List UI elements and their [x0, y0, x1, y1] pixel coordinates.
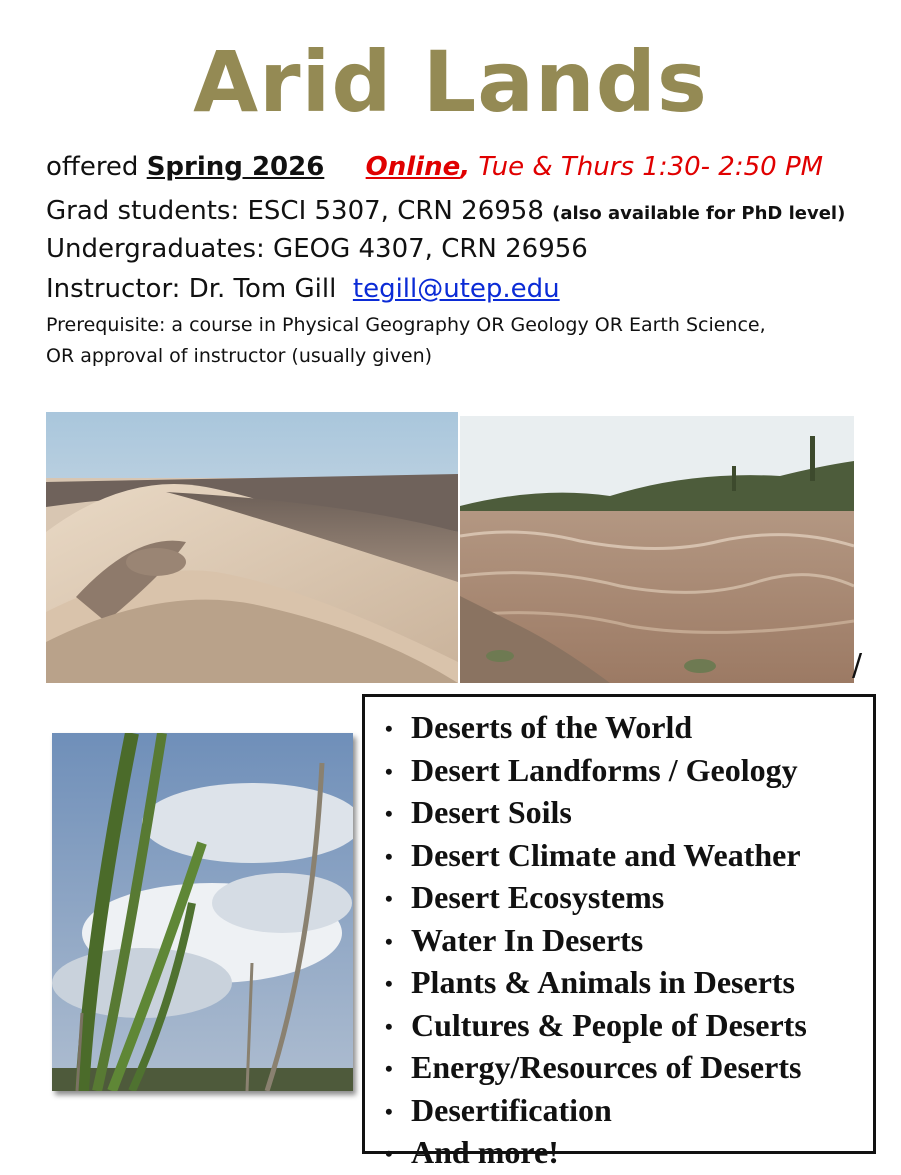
- list-item: • Desertification: [385, 1090, 873, 1133]
- bullet-icon: •: [385, 886, 393, 911]
- semester-label: Spring 2026: [146, 152, 325, 182]
- online-comma: ,: [460, 152, 471, 182]
- offered-label: offered: [46, 152, 147, 182]
- prerequisite-line-2: OR approval of instructor (usually given): [46, 345, 433, 367]
- grad-line: [46, 196, 845, 226]
- list-item: • Desert Climate and Weather: [385, 835, 873, 878]
- grad-note: (also available for PhD level): [552, 203, 846, 224]
- flash-flood-photo: [460, 416, 854, 683]
- course-topics-box: [362, 694, 876, 1170]
- bullet-icon: •: [385, 716, 393, 741]
- bullet-icon: •: [385, 1098, 393, 1124]
- list-item: • Deserts of the World: [385, 707, 873, 750]
- list-item: • Plants & Animals in Deserts: [385, 962, 873, 1005]
- schedule-label: Tue & Thurs 1:30- 2:50 PM: [470, 152, 824, 182]
- bullet-icon: •: [385, 801, 393, 826]
- grad-text: Grad students: ESCI 5307, CRN 26958: [46, 196, 544, 226]
- bullet-icon: •: [385, 843, 393, 869]
- instructor-line: [46, 274, 560, 304]
- instructor-text: Instructor: Dr. Tom Gill: [46, 274, 337, 304]
- online-label: Online: [365, 152, 461, 182]
- list-item: • Energy/Resources of Deserts: [385, 1047, 873, 1090]
- topics-list: [385, 707, 873, 1175]
- bullet-icon: •: [385, 758, 393, 784]
- prerequisite-line-1: Prerequisite: a course in Physical Geography OR Geology OR Earth Science,: [46, 314, 766, 336]
- bullet-icon: •: [385, 971, 393, 996]
- undergrad-line: Undergraduates: GEOG 4307, CRN 26956: [46, 234, 588, 264]
- stray-slash-mark: /: [852, 648, 863, 683]
- ocotillo-sky-photo: [52, 733, 353, 1091]
- instructor-email-link[interactable]: tegill@utep.edu: [352, 274, 560, 304]
- list-item: • And more!: [385, 1132, 873, 1175]
- bullet-icon: •: [385, 928, 393, 954]
- list-item: • Water In Deserts: [385, 920, 873, 963]
- list-item: • Desert Soils: [385, 792, 873, 835]
- bullet-icon: •: [385, 1056, 393, 1081]
- list-item: • Desert Landforms / Geology: [385, 750, 873, 793]
- bullet-icon: •: [385, 1141, 393, 1166]
- sand-dunes-photo: [46, 412, 458, 683]
- offering-line: [46, 152, 823, 182]
- page-title: Arid Lands: [193, 33, 708, 131]
- list-item: • Cultures & People of Deserts: [385, 1005, 873, 1048]
- bullet-icon: •: [385, 1013, 393, 1039]
- list-item: • Desert Ecosystems: [385, 877, 873, 920]
